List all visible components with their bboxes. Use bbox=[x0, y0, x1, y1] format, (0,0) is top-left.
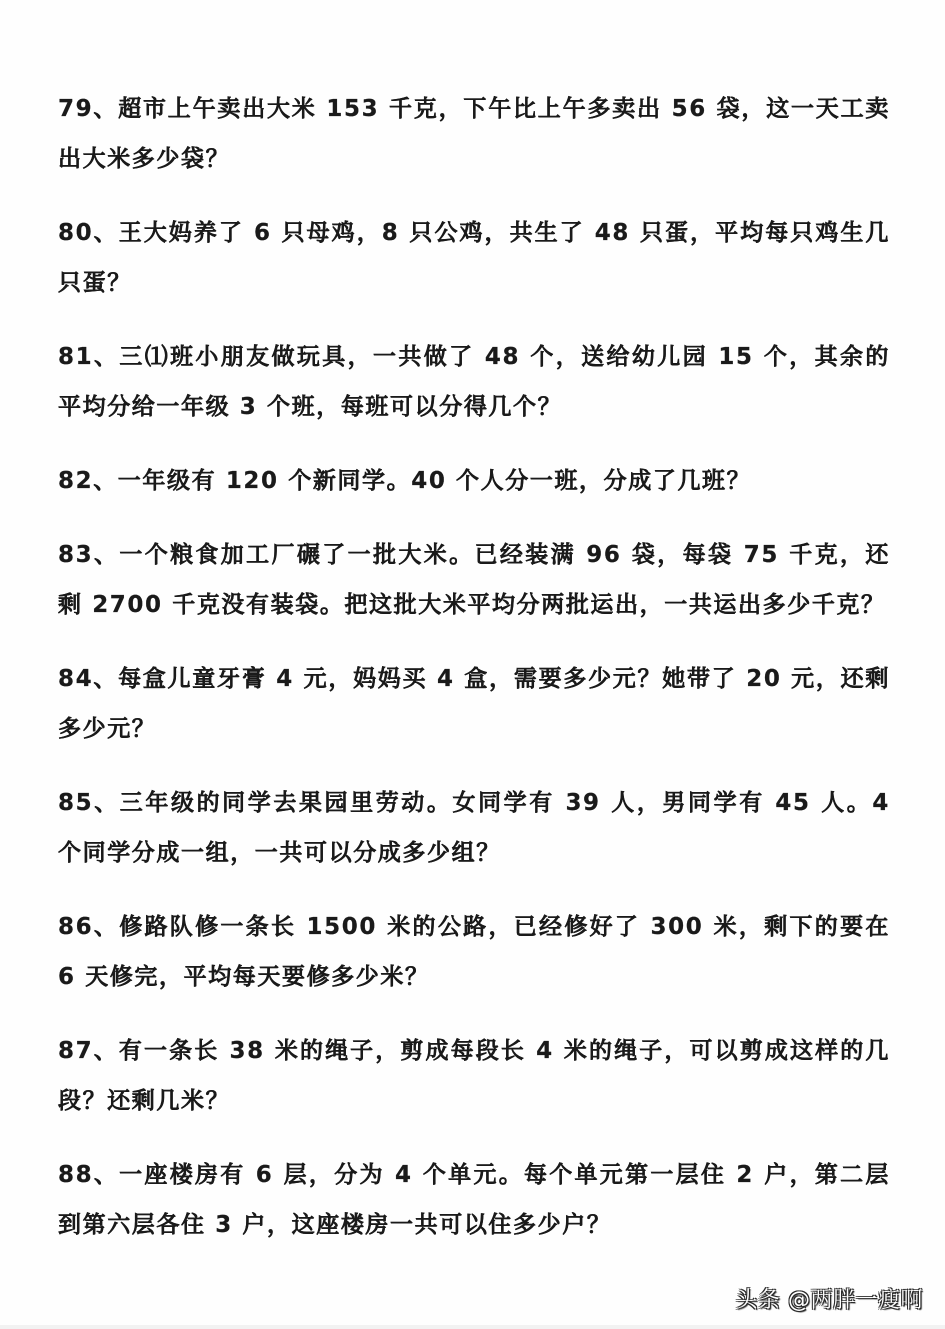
problem-82: 82、一年级有 120 个新同学。40 个人分一班，分成了几班？ bbox=[58, 468, 752, 494]
problem-80: 80、王大妈养了 6 只母鸡，8 只公鸡，共生了 48 只蛋，平均每只鸡生几只蛋？ bbox=[58, 220, 890, 296]
bottom-edge bbox=[0, 1325, 945, 1329]
problem-88: 88、一座楼房有 6 层，分为 4 个单元。每个单元第一层住 2 户，第二层到第六层各住 3 户，这座楼房一共可以住多少户？ bbox=[58, 1162, 890, 1238]
problem-list bbox=[58, 84, 890, 1274]
watermark: 头条 @两胖一瘦啊 bbox=[735, 1288, 923, 1313]
problem-79: 79、超市上午卖出大米 153 千克，下午比上午多卖出 56 袋，这一天工卖出大米多少袋？ bbox=[58, 96, 890, 172]
problem-86: 86、修路队修一条长 1500 米的公路，已经修好了 300 米，剩下的要在 6 天修完，平均每天要修多少米？ bbox=[58, 914, 890, 990]
problem-84: 84、每盒儿童牙膏 4 元，妈妈买 4 盒，需要多少元？她带了 20 元，还剩多少元？ bbox=[58, 666, 890, 742]
problem-87: 87、有一条长 38 米的绳子，剪成每段长 4 米的绳子，可以剪成这样的几段？还剩几米？ bbox=[58, 1038, 890, 1114]
problem-83: 83、一个粮食加工厂碾了一批大米。已经装满 96 袋，每袋 75 千克，还剩 2700 千克没有装袋。把这批大米平均分两批运出，一共运出多少千克？ bbox=[58, 542, 890, 618]
problem-85: 85、三年级的同学去果园里劳动。女同学有 39 人，男同学有 45 人。4 个同学分成一组，一共可以分成多少组？ bbox=[58, 790, 890, 866]
problem-81: 81、三⑴班小朋友做玩具，一共做了 48 个，送给幼儿园 15 个，其余的平均分给一年级 3 个班，每班可以分得几个？ bbox=[58, 344, 890, 420]
